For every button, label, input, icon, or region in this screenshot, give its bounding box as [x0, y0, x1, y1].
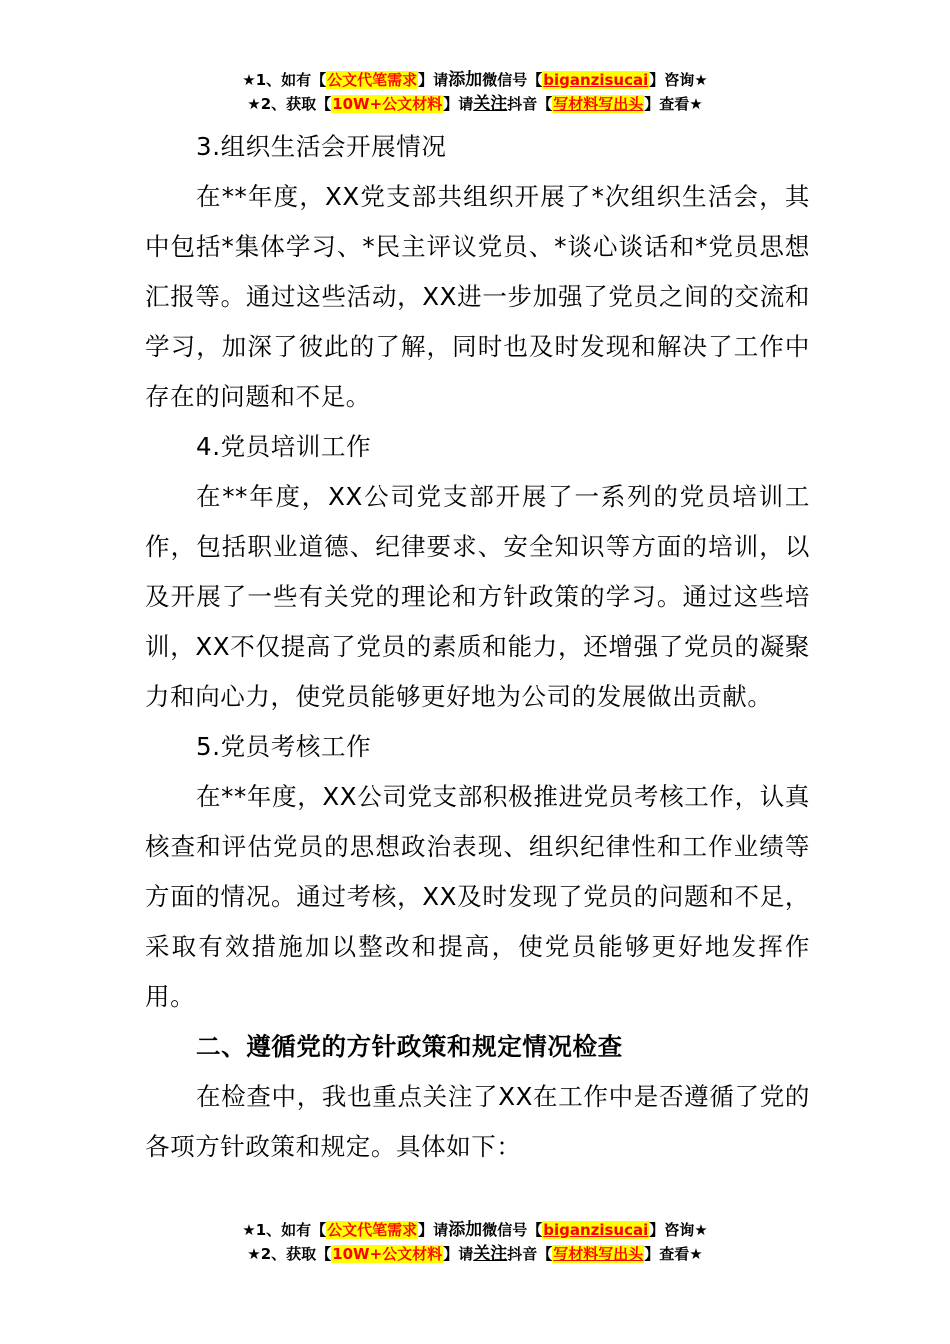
banner-text: 】请	[418, 1221, 449, 1239]
banner-highlight: 公文代笔需求	[327, 1221, 418, 1239]
banner-emphasis: 关注	[473, 1244, 508, 1264]
banner-text: ★2、获取【	[247, 95, 332, 113]
banner-text: ★1、如有【	[242, 1221, 327, 1239]
banner-douyin-name: 写材料写出头	[553, 95, 644, 113]
banner-highlight: 10W+公文材料	[332, 95, 443, 113]
section-heading-5: 5.党员考核工作	[196, 732, 372, 761]
footer-banner	[0, 1218, 950, 1266]
banner-text: 】查看★	[644, 95, 703, 113]
banner-text: 】请	[443, 95, 474, 113]
banner-wechat-id: biganzisucai	[543, 71, 649, 89]
banner-line-1	[0, 68, 950, 92]
banner-line-2	[0, 92, 950, 116]
banner-text: 微信号【	[482, 1221, 543, 1239]
banner-line-1	[0, 1218, 950, 1242]
banner-text: 抖音【	[507, 1245, 553, 1263]
banner-text: 】请	[418, 71, 449, 89]
banner-text: ★2、获取【	[247, 1245, 332, 1263]
paragraph: 在**年度，XX公司党支部开展了一系列的党员培训工作，包括职业道德、纪律要求、安全知识等方面的培训，以及开展了一些有关党的理论和方针政策的学习。通过这些培训，XX不仅提高了党员的素质和能力，还增强了党员的凝聚力和向心力，使党员能够更好地为公司的发展做出贡献。	[145, 482, 810, 711]
banner-line-2	[0, 1242, 950, 1266]
banner-text: 】咨询★	[649, 71, 708, 89]
banner-text: 抖音【	[507, 95, 553, 113]
banner-text: 】请	[443, 1245, 474, 1263]
chapter-heading: 二、遵循党的方针政策和规定情况检查	[196, 1032, 623, 1061]
banner-text: ★1、如有【	[242, 71, 327, 89]
banner-emphasis: 关注	[473, 94, 508, 114]
document-body	[145, 122, 810, 1172]
header-banner	[0, 68, 950, 116]
section-heading-3: 3.组织生活会开展情况	[196, 132, 447, 161]
banner-text: 】咨询★	[649, 1221, 708, 1239]
section-heading-4: 4.党员培训工作	[196, 432, 372, 461]
paragraph: 在**年度，XX党支部共组织开展了*次组织生活会，其中包括*集体学习、*民主评议党员、*谈心谈话和*党员思想汇报等。通过这些活动，XX进一步加强了党员之间的交流和学习，加深了彼此的了解，同时也及时发现和解决了工作中存在的问题和不足。	[145, 182, 810, 411]
banner-wechat-id: biganzisucai	[543, 1221, 649, 1239]
banner-highlight: 公文代笔需求	[327, 71, 418, 89]
banner-emphasis: 添加	[448, 70, 483, 90]
banner-emphasis: 添加	[448, 1220, 483, 1240]
banner-highlight: 10W+公文材料	[332, 1245, 443, 1263]
banner-text: 】查看★	[644, 1245, 703, 1263]
banner-douyin-name: 写材料写出头	[553, 1245, 644, 1263]
paragraph: 在**年度，XX公司党支部积极推进党员考核工作，认真核查和评估党员的思想政治表现、组织纪律性和工作业绩等方面的情况。通过考核，XX及时发现了党员的问题和不足，采取有效措施加以整改和提高，使党员能够更好地发挥作用。	[145, 782, 810, 1011]
paragraph: 在检查中，我也重点关注了XX在工作中是否遵循了党的各项方针政策和规定。具体如下：	[145, 1082, 810, 1161]
banner-text: 微信号【	[482, 71, 543, 89]
